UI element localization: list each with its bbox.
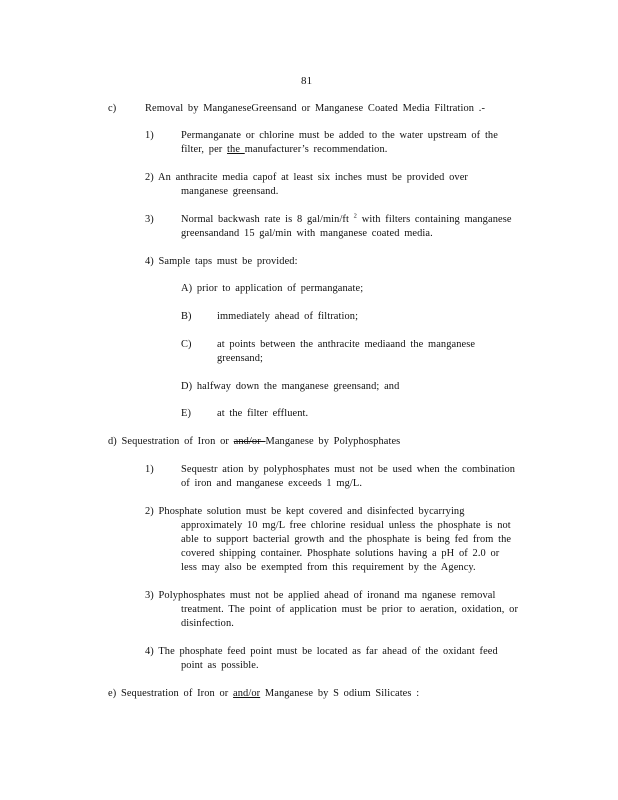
e-heading-a: e) Sequestration of Iron or	[108, 688, 234, 699]
d-item1-number: 1)	[145, 464, 154, 475]
d-item2-line4: covered shipping container. Phosphate solutions having a pH of 2.0 or	[181, 548, 500, 559]
d-item1-line1: Sequestr ation by polyphosphates must not be used when the combination	[181, 464, 516, 475]
c-item4-sub-e-marker: E)	[181, 408, 192, 419]
d-heading-struck: and/or	[233, 436, 266, 447]
section-c-heading: Removal by ManganeseGreensand or Manganese Coated Media Filtration .-	[145, 103, 486, 114]
d-item2-line2: approximately 10 mg/L free chlorine residual unless the phosphate is not	[181, 520, 511, 531]
d-item2-line5: less may also be exempted from this requirement by the Agency.	[181, 562, 476, 573]
c-item1-line2-b: manufacturer’s recommendation.	[244, 144, 388, 155]
c-item4-sub-c-line1: at points between the anthracite mediaand the manganese	[217, 339, 476, 350]
c-item3-line2: greensandand 15 gal/min with manganese coated media.	[181, 228, 433, 239]
d-item1-line2: of iron and manganese exceeds 1 mg/L.	[181, 478, 363, 489]
c-item1-line1: Permanganate or chlorine must be added to the water upstream of the	[181, 130, 498, 141]
d-item2-line1: 2) Phosphate solution must be kept covered and disinfected bycarrying	[145, 506, 465, 517]
d-item4-line2: point as possible.	[181, 660, 259, 671]
c-item1-line2-a: filter, per	[181, 144, 228, 155]
c-item4-sub-a: A) prior to application of permanganate;	[181, 283, 364, 294]
c-item4-sub-c-line2: greensand;	[217, 353, 264, 364]
section-d-heading	[108, 435, 400, 449]
c-item3-line1-a: Normal backwash rate is 8 gal/min/ft	[181, 214, 354, 225]
d-item3-line1: 3) Polyphosphates must not be applied ahead of ironand ma nganese removal	[145, 590, 496, 601]
e-heading-underlined: and/or	[233, 688, 261, 699]
c-item1-line2-underlined: the	[227, 144, 245, 155]
section-c-marker: c)	[108, 103, 117, 114]
page-number: 81	[301, 75, 313, 87]
c-item4-sub-e: at the filter effluent.	[217, 408, 309, 419]
c-item2-line1: 2) An anthracite media capof at least six inches must be provided over	[145, 172, 468, 183]
d-item3-line2: treatment. The point of application must be prior to aeration, oxidation, or	[181, 604, 519, 615]
d-item3-line3: disinfection.	[181, 618, 234, 629]
section-e-heading	[108, 687, 419, 701]
d-item4-line1: 4) The phosphate feed point must be located as far ahead of the oxidant feed	[145, 646, 498, 657]
c-item4-line1: 4) Sample taps must be provided:	[145, 256, 298, 267]
c-item3-number: 3)	[145, 214, 154, 225]
c-item2-line2: manganese greensand.	[181, 186, 279, 197]
d-heading-a: d) Sequestration of Iron or	[108, 436, 234, 447]
c-item3-line1	[181, 213, 512, 227]
c-item4-sub-d: D) halfway down the manganese greensand; and	[181, 381, 400, 392]
d-item2-line3: able to support bacterial growth and the phosphate is being fed from the	[181, 534, 512, 545]
e-heading-b: Manganese by S odium Silicates :	[260, 688, 420, 699]
d-heading-b: Manganese by Polyphosphates	[265, 436, 401, 447]
c-item1-number: 1)	[145, 130, 154, 141]
c-item4-sub-b-marker: B)	[181, 311, 192, 322]
c-item1-line2	[181, 143, 387, 157]
c-item3-superscript: 2	[353, 212, 358, 220]
c-item4-sub-c-marker: C)	[181, 339, 192, 350]
c-item3-line1-b: with filters containing manganese	[357, 214, 512, 225]
c-item4-sub-b: immediately ahead of filtration;	[217, 311, 359, 322]
